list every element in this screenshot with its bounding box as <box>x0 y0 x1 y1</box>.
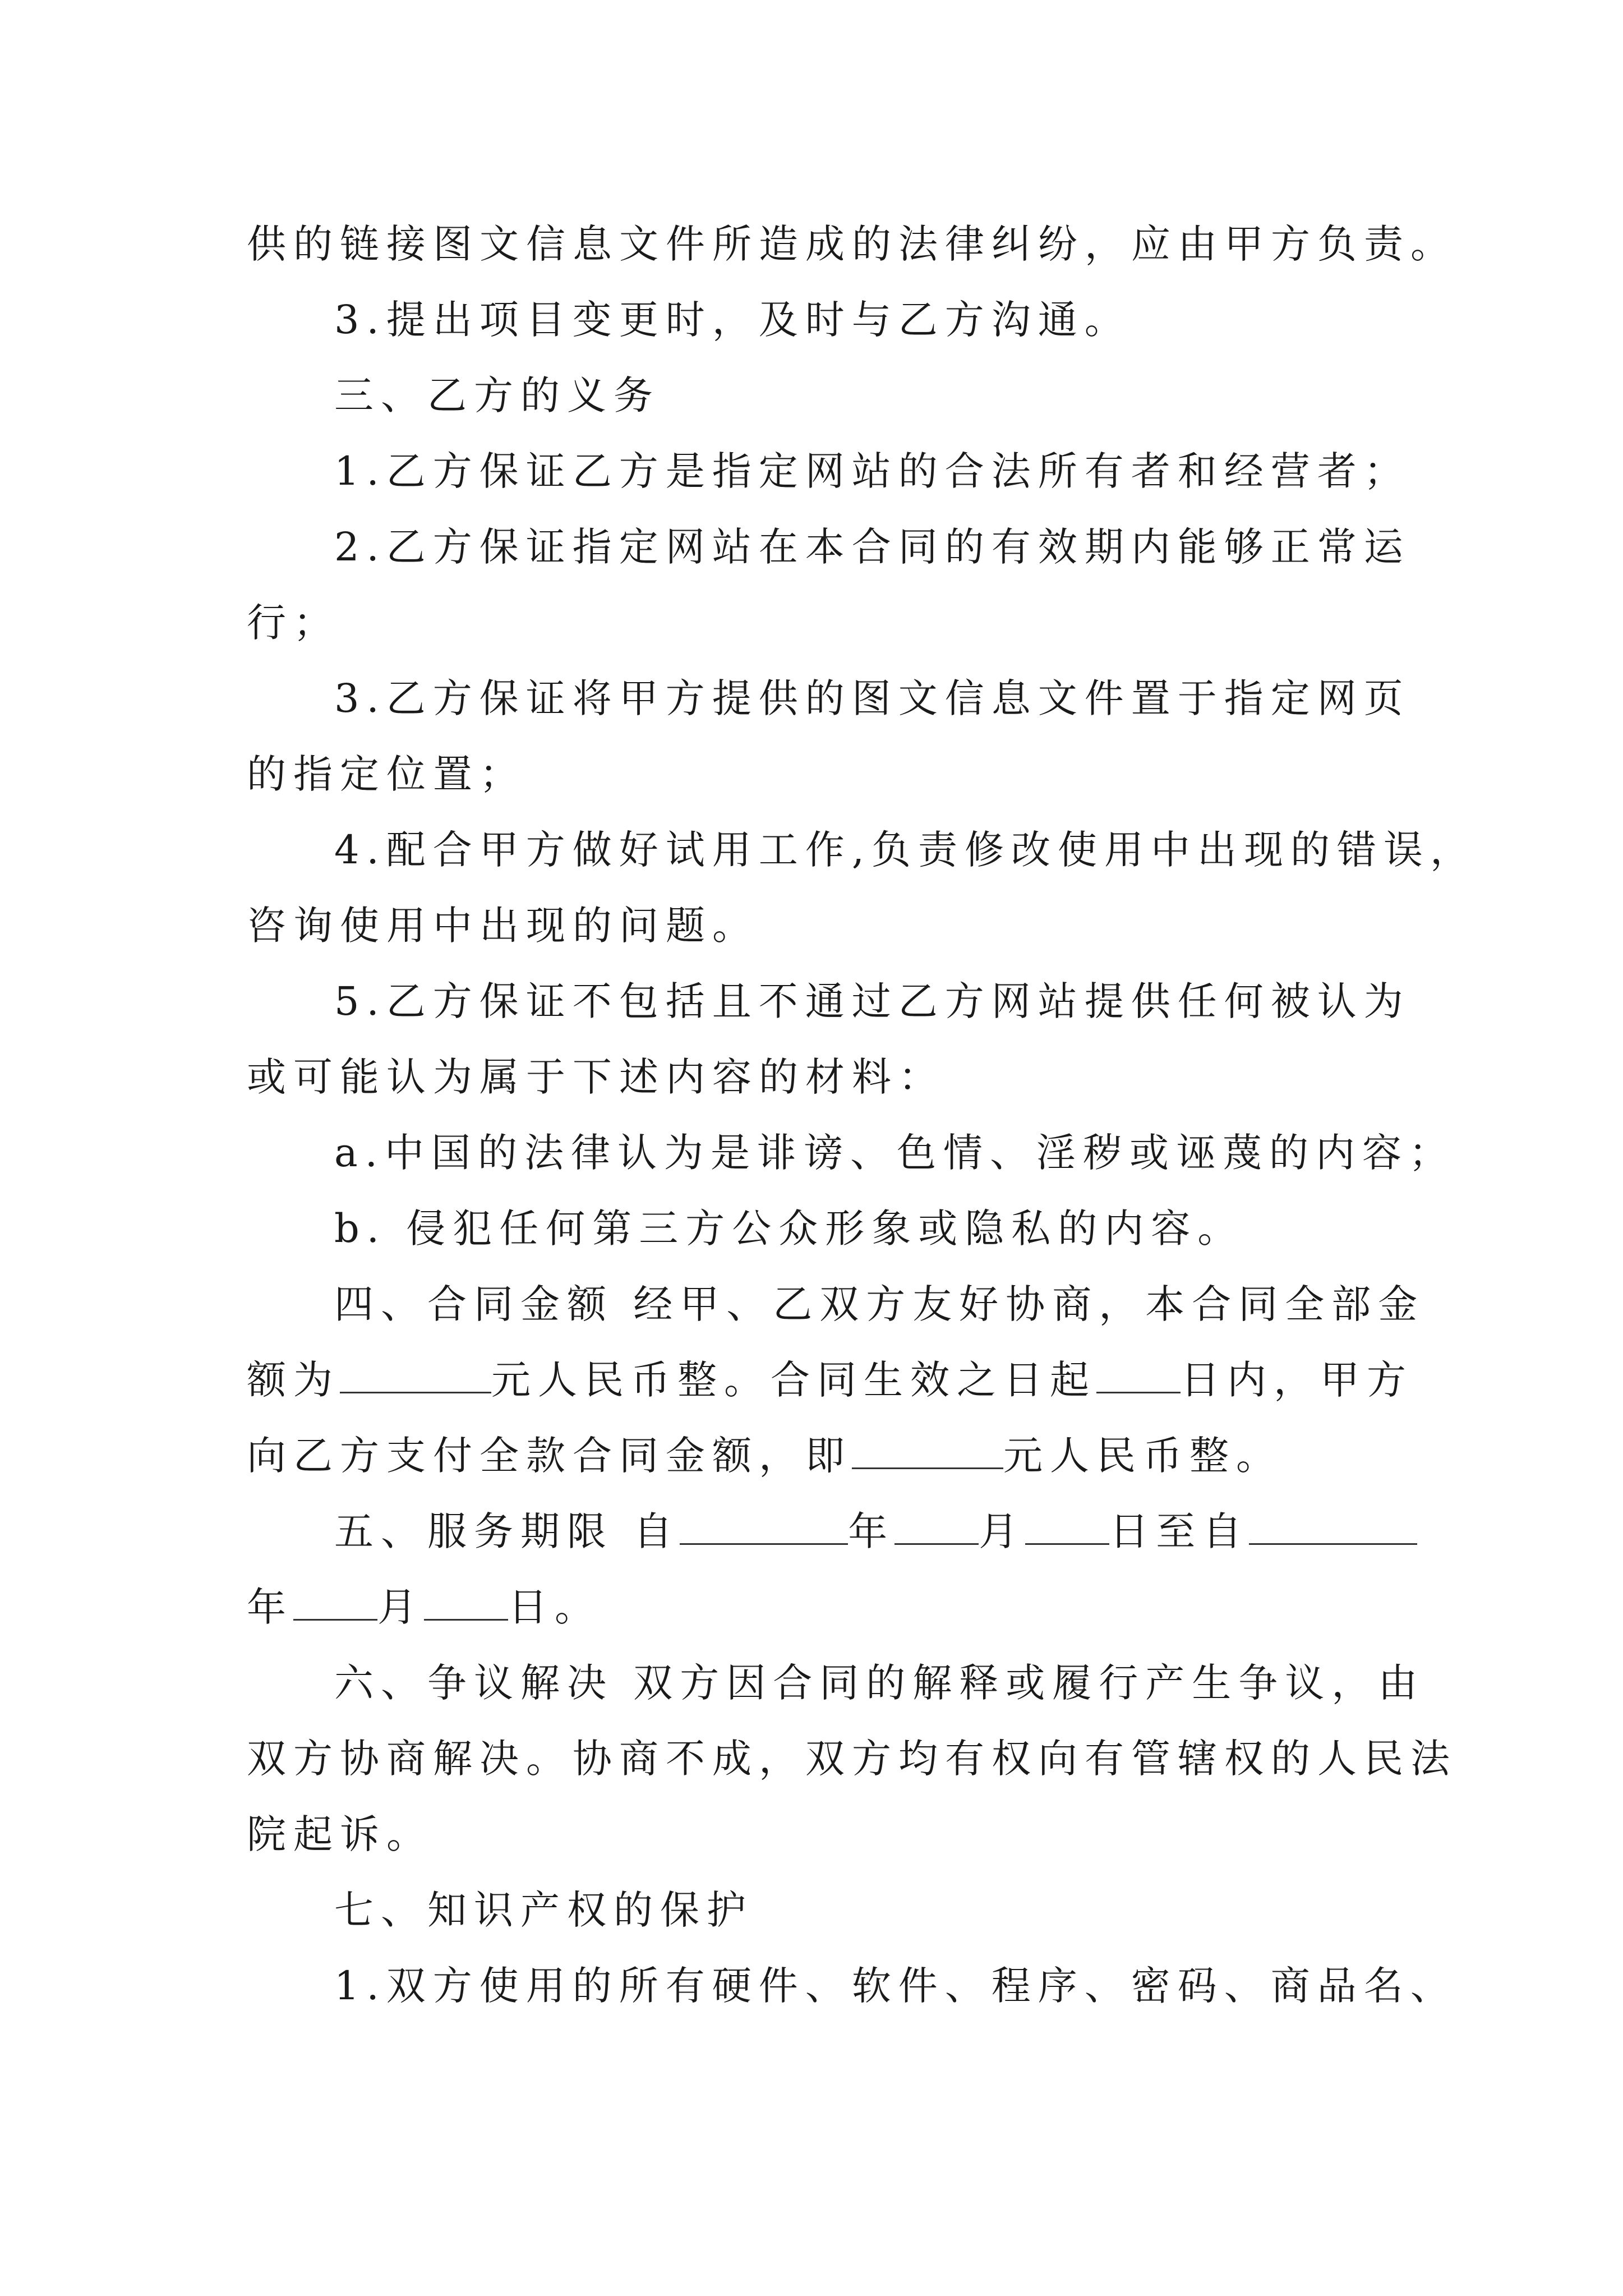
term-text: 年 <box>247 1584 293 1630</box>
paragraph-line: 3.乙方保证将甲方提供的图文信息文件置于指定网页 <box>334 675 1410 721</box>
term-text: 月 <box>377 1584 424 1630</box>
paragraph-line: 或可能认为属于下述内容的材料： <box>247 1054 945 1100</box>
term-text: 日至自 <box>1109 1508 1249 1554</box>
amount-line <box>247 1352 1413 1408</box>
section-heading: 四、合同金额 经甲、乙双方友好协商，本合同全部金 <box>334 1281 1425 1327</box>
paragraph-line: 3.提出项目变更时，及时与乙方沟通。 <box>334 297 1131 343</box>
paragraph-line: 1.双方使用的所有硬件、软件、程序、密码、商品名、 <box>334 1963 1457 2009</box>
paragraph-line: a.中国的法律认为是诽谤、色情、淫秽或诬蔑的内容； <box>334 1130 1455 1176</box>
start-month-blank <box>895 1508 979 1545</box>
payment-text: 向乙方支付全款合同金额，即 <box>247 1433 852 1479</box>
amount-blank <box>340 1357 491 1393</box>
section-heading: 三、乙方的义务 <box>334 372 660 418</box>
days-blank <box>1096 1357 1181 1393</box>
paragraph-line: 4.配合甲方做好试用工作,负责修改使用中出现的错误， <box>334 827 1477 873</box>
term-text: 日。 <box>508 1584 601 1630</box>
section-heading: 六、争议解决 双方因合同的解释或履行产生争议，由 <box>334 1660 1425 1706</box>
payment-line <box>247 1428 1391 1484</box>
end-year-blank <box>1249 1508 1417 1545</box>
paragraph-line: 5.乙方保证不包括且不通过乙方网站提供任何被认为 <box>334 978 1410 1024</box>
amount-text: 额为 <box>247 1357 340 1403</box>
amount-text: 元人民币整。合同生效之日起 <box>491 1357 1096 1403</box>
end-day-blank <box>424 1584 508 1621</box>
paragraph-line: 行； <box>247 600 340 646</box>
start-year-blank <box>680 1508 848 1545</box>
paragraph-line: 院起诉。 <box>247 1811 433 1857</box>
paragraph-line: 2.乙方保证指定网站在本合同的有效期内能够正常运 <box>334 524 1410 570</box>
end-month-blank <box>293 1584 377 1621</box>
start-day-blank <box>1025 1508 1109 1545</box>
term-text: 五、服务期限 自 <box>334 1508 680 1554</box>
term-text: 月 <box>979 1508 1026 1554</box>
payment-text: 元人民币整。 <box>1003 1433 1283 1479</box>
paragraph-line: 1.乙方保证乙方是指定网站的合法所有者和经营者； <box>334 448 1410 494</box>
term-text: 年 <box>848 1508 895 1554</box>
section-heading: 七、知识产权的保护 <box>334 1887 753 1933</box>
paragraph-line: 咨询使用中出现的问题。 <box>247 903 759 949</box>
amount-text: 日内，甲方 <box>1181 1357 1413 1403</box>
paragraph-line: 的指定位置； <box>247 751 526 797</box>
paragraph-line: 供的链接图文信息文件所造成的法律纠纷，应由甲方负责。 <box>247 221 1457 267</box>
term-line <box>334 1503 1391 1559</box>
payment-blank <box>852 1433 1003 1469</box>
paragraph-line: b. 侵犯任何第三方公众形象或隐私的内容。 <box>334 1205 1244 1251</box>
paragraph-line: 双方协商解决。协商不成，双方均有权向有管辖权的人民法 <box>247 1736 1457 1782</box>
term-line-2 <box>247 1579 1391 1635</box>
